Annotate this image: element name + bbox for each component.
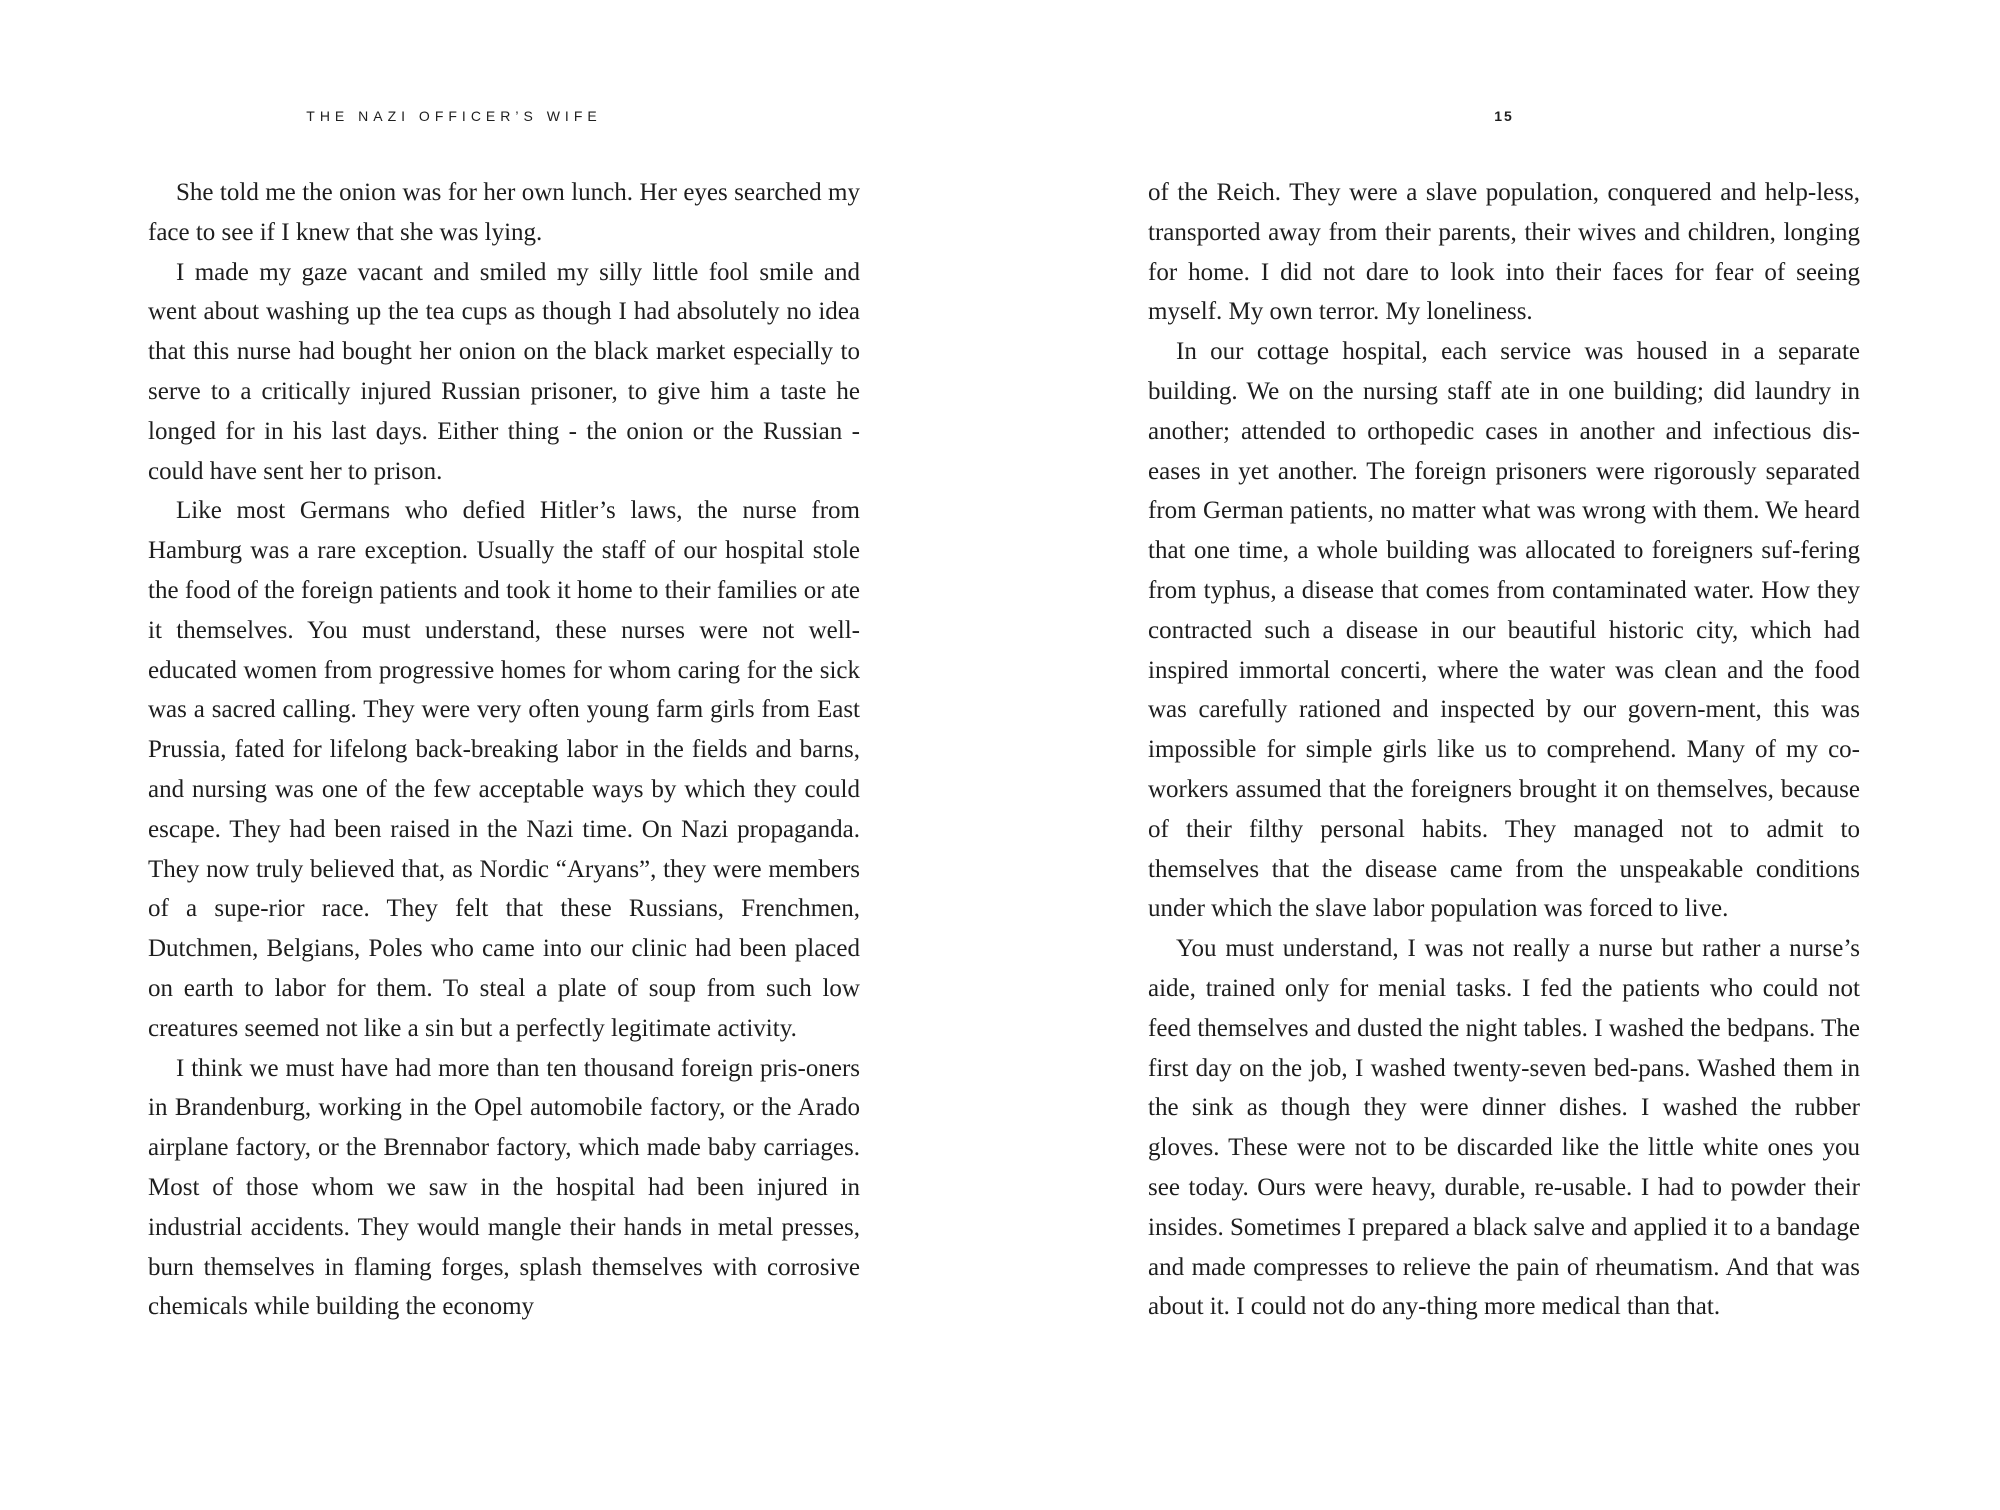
right-page-body bbox=[1148, 173, 1860, 1327]
paragraph: She told me the onion was for her own lunch. Her eyes searched my face to see if I knew that she was lying. bbox=[148, 179, 860, 246]
running-head-title: THE NAZI OFFICER’S WIFE bbox=[306, 108, 602, 124]
left-page-body bbox=[148, 173, 860, 1327]
left-page bbox=[148, 0, 860, 1510]
right-page bbox=[1148, 0, 1860, 1510]
page-number: 15 bbox=[1494, 108, 1514, 124]
paragraph: You must understand, I was not really a nurse but rather a nurse’s aide, trained only for menial tasks. I fed the patients who could not feed themselves and dusted the night tables. I washed the bedpans. The first day on the job, I washed twenty-seven bed-pans. Washed them in the sink as though they were dinner dishes. I washed the rubber gloves. These were not to be discarded like the little white ones you see today. Ours were heavy, durable, re-usable. I had to powder their insides. Sometimes I prepared a black salve and applied it to a bandage and made compresses to relieve the pain of rheumatism. And that was about it. I could not do any-thing more medical than that. bbox=[1148, 935, 1860, 1321]
paragraph: In our cottage hospital, each service was housed in a separate building. We on the nursing staff ate in one building; did laundry in another; attended to orthopedic cases in another and infectious dis-eases in yet another. The foreign prisoners were rigorously separated from German patients, no matter what was wrong with them. We heard that one time, a whole building was allocated to foreigners suf-fering from typhus, a disease that comes from contaminated water. How they contracted such a disease in our beautiful historic city, which had inspired immortal concerti, where the water was clean and the food was carefully rationed and inspected by our govern-ment, this was impossible for simple girls like us to comprehend. Many of my co-workers assumed that the foreigners brought it on themselves, because of their filthy personal habits. They managed not to admit to themselves that the disease came from the unspeakable conditions under which the slave labor population was forced to live. bbox=[1148, 338, 1860, 923]
paragraph-continuation: of the Reich. They were a slave population, conquered and help-less, transported away from their parents, their wives and children, longing for home. I did not dare to look into their faces for fear of seeing myself. My own terror. My loneliness. bbox=[1148, 179, 1860, 326]
paragraph: Like most Germans who defied Hitler’s laws, the nurse from Hamburg was a rare exception. Usually the staff of our hospital stole the food of the foreign patients and took it home to their families or ate it themselves. You must understand, these nurses were not well-educated women from progressive homes for whom caring for the sick was a sacred calling. They were very often young farm girls from East Prussia, fated for lifelong back-breaking labor in the fields and barns, and nursing was one of the few acceptable ways by which they could escape. They had been raised in the Nazi time. On Nazi propaganda. They now truly believed that, as Nordic “Aryans”, they were members of a supe-rior race. They felt that these Russians, Frenchmen, Dutchmen, Belgians, Poles who came into our clinic had been placed on earth to labor for them. To steal a plate of soup from such low creatures seemed not like a sin but a perfectly legitimate activity. bbox=[148, 497, 860, 1042]
paragraph: I made my gaze vacant and smiled my silly little fool smile and went about washing up the tea cups as though I had absolutely no idea that this nurse had bought her onion on the black market especially to serve to a critically injured Russian prisoner, to give him a taste he longed for in his last days. Either thing - the onion or the Russian - could have sent her to prison. bbox=[148, 258, 860, 485]
paragraph: I think we must have had more than ten thousand foreign pris-oners in Brandenburg, working in the Opel automobile factory, or the Arado airplane factory, or the Brennabor factory, which made baby carriages. Most of those whom we saw in the hospital had been injured in industrial accidents. They would mangle their hands in metal presses, burn themselves in flaming forges, splash themselves with corrosive chemicals while building the economy bbox=[148, 1054, 860, 1321]
